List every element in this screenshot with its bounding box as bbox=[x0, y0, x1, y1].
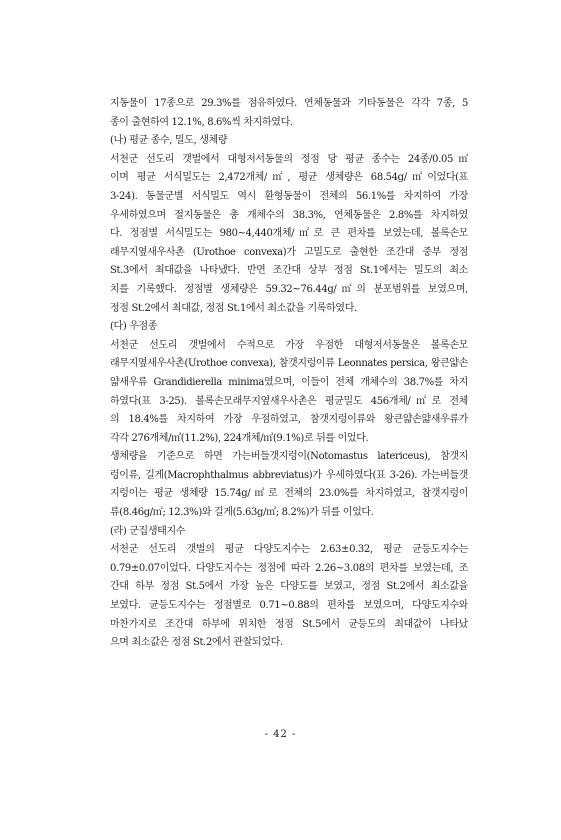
body-line: 서천군 선도리 갯벌에서 수적으로 가장 우점한 대형저서동물은 볼록손모 bbox=[110, 339, 468, 351]
body-line: 지렁이는 평균 생체량 15.74g/㎡로 전체의 23.0%를 차지하였고, 참갯지렁이 bbox=[110, 488, 468, 500]
section-heading: (나) 평균 종수, 밀도, 생체량 bbox=[110, 135, 228, 147]
body-line: 생체량을 기준으로 하면 가는버들갯지렁이(Notomastus latericeus), 참갯지 bbox=[110, 451, 468, 463]
body-line: 각각 276개체/㎡(11.2%), 224개체/㎡(9.1%)로 뒤를 이었다. bbox=[110, 432, 369, 444]
body-line: 으며 최소값은 정점 St.2에서 관찰되었다. bbox=[110, 637, 283, 649]
body-line: 얇새우류 Grandidierella minima였으며, 이들이 전체 개체수의 38.7%를 차지 bbox=[110, 376, 468, 388]
body-line: 렁이류, 길게(Macrophthalmus abbreviatus)가 우세하였다(표 3-26). 가는버들갯 bbox=[110, 469, 468, 481]
body-line: 간대 하부 정점 St.5에서 가장 높은 다양도를 보였고, 정점 St.2에서 최소값을 bbox=[110, 581, 468, 593]
document-body bbox=[110, 95, 468, 653]
section-heading: (라) 군집생태지수 bbox=[110, 525, 186, 537]
body-line: 다. 정점별 서식밀도는 980~4,440개체/㎡로 큰 편차를 보였는데, 볼록손모 bbox=[110, 228, 468, 240]
body-line: 마찬가지로 조간대 하부에 위치한 정점 St.5에서 균등도의 최대값이 나타났 bbox=[110, 618, 468, 630]
body-line: 우세하였으며 절지동물은 총 개체수의 38.3%, 연체동물은 2.8%를 차지하였 bbox=[110, 209, 468, 221]
body-line: 래무지옆새우사촌(Urothoe convexa), 참갯지렁이류 Leonnates persica, 왕큰얇손 bbox=[110, 358, 468, 370]
body-line: 의 18.4%를 차지하여 가장 우점하였고, 참갯지렁이류와 왕큰얇손얇새우류가 bbox=[110, 414, 468, 426]
body-line: 하였다(표 3-25). 볼록손모래무지옆새우사촌은 평균밀도 456개체/㎡로 전체 bbox=[110, 395, 468, 407]
body-line: 지동물이 17종으로 29.3%를 점유하였다. 연체동물과 기타동물은 각각 7종, 5 bbox=[110, 98, 468, 109]
body-line: 이며 평균 서식밀도는 2,472개체/㎡, 평균 생체량은 68.54g/㎡이었다(표 bbox=[110, 172, 468, 184]
body-line: St.3에서 최대값을 나타냈다. 반면 조간대 상부 정점 St.1에서는 밀도의 최소 bbox=[110, 265, 468, 277]
body-line: 서천군 선도리 갯벌에서 대형저서동물의 정점 당 평균 종수는 24종/0.05㎡ bbox=[110, 153, 468, 165]
body-line: 래무지옆새우사촌 (Urothoe convexa)가 고밀도로 출현한 조간대 중부 정점 bbox=[110, 246, 468, 258]
body-line: 종이 출현하여 12.1%, 8.6%씩 차지하였다. bbox=[110, 116, 293, 128]
body-line: 류(8.46g/㎡; 12.3%)와 길게(5.63g/㎡; 8.2%)가 뒤를 이었다. bbox=[110, 507, 374, 519]
body-line: 정점 St.2에서 최대값, 정점 St.1에서 최소값을 기록하였다. bbox=[110, 302, 357, 314]
page-number: - 42 - bbox=[264, 729, 297, 740]
section-heading: (다) 우점종 bbox=[110, 321, 158, 333]
body-line: 3-24). 동물군별 서식밀도 역시 환형동물이 전체의 56.1%를 차지하여 가장 bbox=[110, 190, 468, 202]
body-line: 보였다. 균등도지수는 정점별로 0.71~0.88의 편차를 보였으며, 다양도지수와 bbox=[110, 600, 468, 612]
body-line: 0.79±0.07이었다. 다양도지수는 정점에 따라 2.26~3.08의 편차를 보였는데, 조 bbox=[110, 562, 468, 574]
body-line: 서천군 선도리 갯벌의 평균 다양도지수는 2.63±0.32, 평균 균등도지수는 bbox=[110, 544, 468, 556]
body-line: 치를 기록했다. 정점별 생체량은 59.32~76.44g/㎡의 분포범위를 보였으며, bbox=[110, 283, 468, 295]
